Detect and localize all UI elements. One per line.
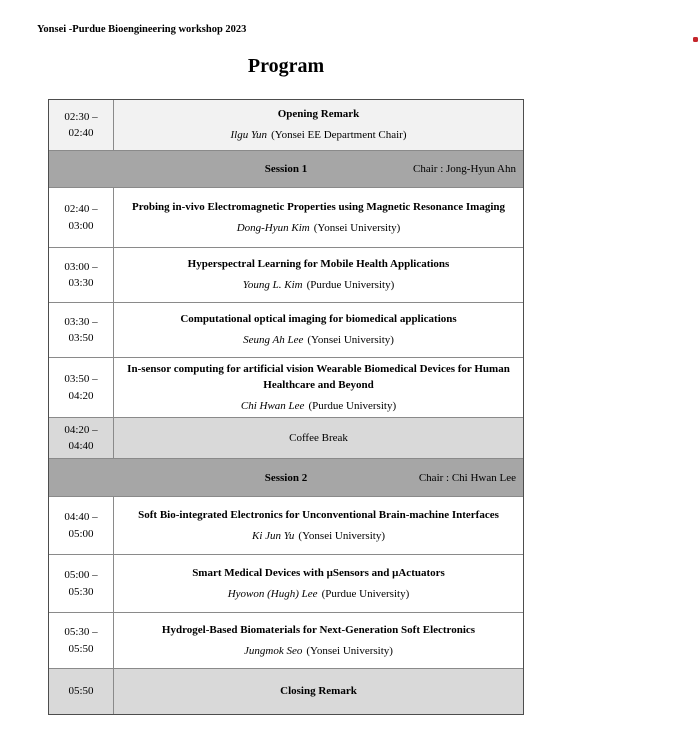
speaker-affiliation: (Yonsei University) (298, 529, 385, 542)
speaker-name: Chi Hwan Lee (240, 399, 305, 412)
row-closing-remark (49, 668, 523, 714)
event-cell (114, 497, 523, 554)
speaker-name: Ki Jun Yu (252, 529, 295, 542)
event-cell (114, 303, 523, 357)
time-end: 03:50 (68, 332, 94, 344)
time-cell (49, 497, 114, 554)
time-start: 05:50 (68, 685, 94, 698)
time-start: 03:30 – (64, 315, 98, 328)
event-title: Smart Medical Devices with μSensors and μActuators (192, 567, 445, 580)
speaker-affiliation: (Purdue University) (308, 399, 397, 412)
event-title: Opening Remark (277, 108, 360, 121)
speaker-line (243, 278, 395, 292)
speaker-name: Jungmok Seo (244, 644, 303, 657)
time-cell (49, 418, 114, 458)
speaker-line (252, 529, 385, 543)
row-talk-smart-medical-devices (49, 554, 523, 612)
time-cell (49, 358, 114, 417)
time-end: 05:50 (68, 642, 94, 655)
speaker-affiliation: (Yonsei EE Department Chair) (271, 129, 407, 142)
event-title: Computational optical imaging for biomedical applications (180, 313, 457, 326)
speaker-name: Young L. Kim (242, 279, 303, 292)
row-talk-hydrogel-biomaterials (49, 612, 523, 668)
speaker-name: Hyowon (Hugh) Lee (227, 587, 318, 600)
time-start: 02:40 – (64, 203, 98, 215)
time-cell (49, 669, 114, 714)
speaker-affiliation: (Yonsei University) (306, 644, 393, 657)
event-cell (114, 248, 523, 302)
session-chair: Chair : Chi Hwan Lee (418, 471, 516, 484)
red-dot-marker-icon (693, 37, 698, 42)
event-cell (114, 669, 523, 714)
time-start: 05:00 – (64, 569, 98, 582)
session-1-header-row (49, 150, 523, 187)
time-start: 03:50 – (64, 373, 98, 386)
event-title: Hydrogel-Based Biomaterials for Next-Generation Soft Electronics (161, 624, 476, 637)
row-talk-in-sensor-computing (49, 357, 523, 417)
session-2-header-row (49, 458, 523, 496)
time-end: 05:30 (68, 585, 94, 598)
program-schedule-table (48, 99, 524, 715)
session-label: Session 1 (264, 163, 308, 175)
time-start: 03:00 – (64, 260, 98, 273)
row-talk-probing-mri (49, 187, 523, 247)
event-cell (114, 100, 523, 150)
speaker-line (228, 587, 410, 601)
session-chair: Chair : Jong-Hyun Ahn (413, 163, 516, 175)
speaker-name: Ilgu Yun (230, 129, 268, 142)
time-start: 04:20 – (64, 423, 98, 436)
event-cell (114, 418, 523, 458)
event-cell (114, 358, 523, 417)
time-cell (49, 303, 114, 357)
time-cell (49, 248, 114, 302)
time-start: 02:30 – (64, 110, 98, 123)
event-cell (114, 188, 523, 247)
time-cell (49, 188, 114, 247)
page-title: Program (247, 55, 325, 77)
break-label: Coffee Break (289, 432, 348, 445)
speaker-name: Dong-Hyun Kim (236, 221, 310, 234)
speaker-name: Seung Ah Lee (243, 334, 304, 347)
speaker-line (243, 333, 394, 347)
speaker-affiliation: (Yonsei University) (313, 221, 401, 234)
event-title: In-sensor computing for artificial vision Wearable Biomedical Devices for Human Healthcare and Beyond (127, 363, 510, 391)
time-end: 04:40 (68, 440, 94, 453)
row-coffee-break (49, 417, 523, 458)
time-start: 04:40 – (64, 511, 98, 524)
speaker-line (237, 221, 401, 235)
time-end: 03:30 (68, 277, 94, 289)
row-talk-computational-optical (49, 302, 523, 357)
event-title: Soft Bio-integrated Electronics for Unconventional Brain-machine Interfaces (138, 509, 499, 522)
time-end: 03:00 (68, 219, 94, 232)
time-start: 05:30 – (64, 626, 98, 639)
time-end: 02:40 (68, 127, 94, 139)
speaker-line (230, 128, 406, 142)
speaker-affiliation: (Yonsei University) (307, 334, 394, 347)
row-talk-hyperspectral (49, 247, 523, 302)
event-title: Hyperspectral Learning for Mobile Health Applications (187, 258, 450, 271)
row-opening-remark (49, 100, 523, 150)
speaker-line (244, 644, 393, 658)
speaker-affiliation: (Purdue University) (306, 279, 395, 292)
event-cell (114, 555, 523, 612)
event-title: Probing in-vivo Electromagnetic Properties using Magnetic Resonance Imaging (131, 200, 506, 213)
row-talk-soft-bio-integrated (49, 496, 523, 554)
event-cell (114, 613, 523, 668)
time-end: 04:20 (68, 389, 94, 402)
speaker-affiliation: (Purdue University) (321, 587, 410, 600)
time-cell (49, 555, 114, 612)
event-title: Closing Remark (280, 684, 357, 697)
document-header-text: Yonsei -Purdue Bioengineering workshop 2023 (37, 24, 247, 35)
speaker-line (241, 399, 396, 413)
time-end: 05:00 (68, 527, 94, 540)
session-label: Session 2 (264, 471, 308, 484)
time-cell (49, 100, 114, 150)
time-cell (49, 613, 114, 668)
